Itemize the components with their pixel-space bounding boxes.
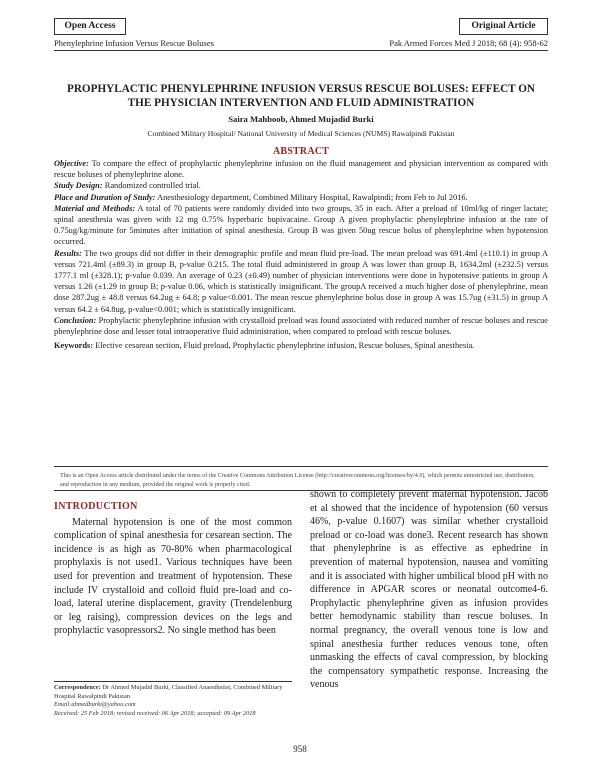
- abstract-design: Study Design: Randomized controlled trial.: [54, 181, 201, 191]
- journal-citation: Pak Armed Forces Med J 2018; 68 (4): 958-62: [389, 38, 548, 48]
- open-access-badge: Open Access: [54, 18, 126, 35]
- authors: Saira Mahboob, Ahmed Mujadid Burki: [228, 114, 374, 124]
- abstract-results: Results: The two groups did not differ in their demographic profile and mean fluid pre-load. The mean preload was 691.4ml (±110.1) in group A versus 721.4ml (±89.3) in group B, p-value 0.215. The total fluid administered in group A was lower than group B, 1634.2ml (±232.5) versus 1777.1 ml (±328.1); p-value 0.039. An average of 0.23 (±0.49) number of physician interventions were done in hypotensive patients in group A versus 1.26 (±1.29 in group B; p-value 0.06, which is statistically insignificant. The groupA received a much higher dose of phenylephrine, mean dose 287.2ug ± 48.8 versus 64.2ug ± 64.8; p value<0.001. The mean rescue phenylephrine bolus dose in group A was 15.7ug (±31.5) in group A versus 64.2 ± 64.8ug, p-value<0.001; which is statistically insignificant.: [54, 248, 548, 314]
- intro-left-column: [54, 500, 292, 638]
- page-number: 958: [293, 744, 307, 754]
- running-title: Phenylephrine Infusion Versus Rescue Boluses: [54, 38, 214, 48]
- footnote-rule: [54, 681, 292, 682]
- abstract-conclusion: Conclusion: Prophylactic phenylephrine infusion with crystalloid preload was found associated with reduced number of rescue boluses and rescue phenylephrine dose and lesser total intraoperative fluid administration, when compared to preload with rescue boluses.: [54, 315, 548, 337]
- license-note: This is an Open Access article distributed under the terms of the Creative Commons Attribution License (http://creativecommons.org/licenses/by/4.0), which permits unrestricted use, distribution, and reproduction in any medium, provided the original work is properly cited.: [60, 473, 535, 488]
- abstract-methods: Material and Methods: A total of 70 patients were randomly divided into two groups, 35 in each. After a preload of 10ml/kg of ringer lactate; spinal anesthesia was given with 12 mg 0.75% hyperbaric bupivacaine. Group A given prophylactic phenylephrine infusion at the rate of 0.75ug/kg/minute for 5minutes after initiation of spinal anesthesia. Group B was given 50ug rescue bolus of phenylephrine when hypotension occurred.: [54, 203, 548, 247]
- affiliation: Combined Military Hospital/ National University of Medical Sciences (NUMS) Rawalpindi Pakistan: [147, 129, 455, 138]
- intro-paragraph-right: shown to completely prevent maternal hypotension. Jacob et al showed that the incidence of hypotension (60 versus 46%, p-value 0.1607) was similar whether crystalloid preload or co-load was done3. Recent research has shown that phenylephrine is as effective as ephedrine in prevention of maternal hypotension, nausea and vomiting and it is associated with higher umbilical blood pH with no difference in APGAR scores or neonatal outcome4-6. Prophylactic phenylephrine given as infusion provides better hemodynamic stability than rescue boluses. In normal pregnancy, the overall venous tone is low and spinal anesthesia further reduces venous tone, often unmasking the effects of caval compression, by blocking the compensatory sympathetic response. Increasing the venous: [310, 489, 548, 691]
- abstract-place: Place and Duration of Study: Anesthesiology department, Combined Military Hospital, Rawalpindi; from Feb to Jul 2016.: [54, 192, 468, 202]
- article-dates: Received: 25 Feb 2018; revised received: 06 Apr 2018; accepted: 09 Apr 2018: [54, 709, 256, 717]
- correspondence-footnote: Correspondence: Dr Ahmed Mujadid Burki, Classified Anaesthetist, Combined Military Hospital Rawalpindi Pakistan Email:ahmedburki@yahoo.com Received: 25 Feb 2018; revised received: 06 Apr 2018; accepted: 09 Apr 2018: [54, 684, 292, 718]
- intro-paragraph-left: Maternal hypotension is one of the most common complication of spinal anesthesia for cesarean section. The incidence is as high as 70-80% when pharmacological prophylaxis is not used1. Various techniques have been used for prevention and treatment of hypotension. These include IV crystalloid and colloid fluid pre-load and co-load, lateral uterine displacement, gravity (Trendelenburg or leg raising), compression devices on the legs and prophylactic vasopressors2. No single method has been: [54, 516, 292, 637]
- abstract-keywords: Keywords: Elective cesarean section, Fluid preload, Prophylactic phenylephrine infusion, Rescue boluses, Spinal anesthesia.: [54, 341, 475, 351]
- intro-right-column: [310, 488, 548, 692]
- abstract-objective: Objective: To compare the effect of prophylactic phenylephrine infusion on the fluid management and physician intervention as compared with rescue boluses of phenylephrine alone.: [54, 159, 548, 180]
- abstract-body: [54, 158, 548, 351]
- intro-heading: INTRODUCTION: [54, 501, 138, 512]
- abstract-heading: ABSTRACT: [272, 146, 330, 157]
- header-rule: [54, 50, 548, 51]
- license-rule-top: [54, 466, 548, 467]
- article-type-badge: Original Article: [459, 18, 548, 35]
- article-title: PROPHYLACTIC PHENYLEPHRINE INFUSION VERSUS RESCUE BOLUSES: EFFECT ON THE PHYSICIAN INTERVENTION AND FLUID ADMINISTRATION: [67, 83, 535, 109]
- correspondence-email: Email:ahmedburki@yahoo.com: [54, 701, 136, 709]
